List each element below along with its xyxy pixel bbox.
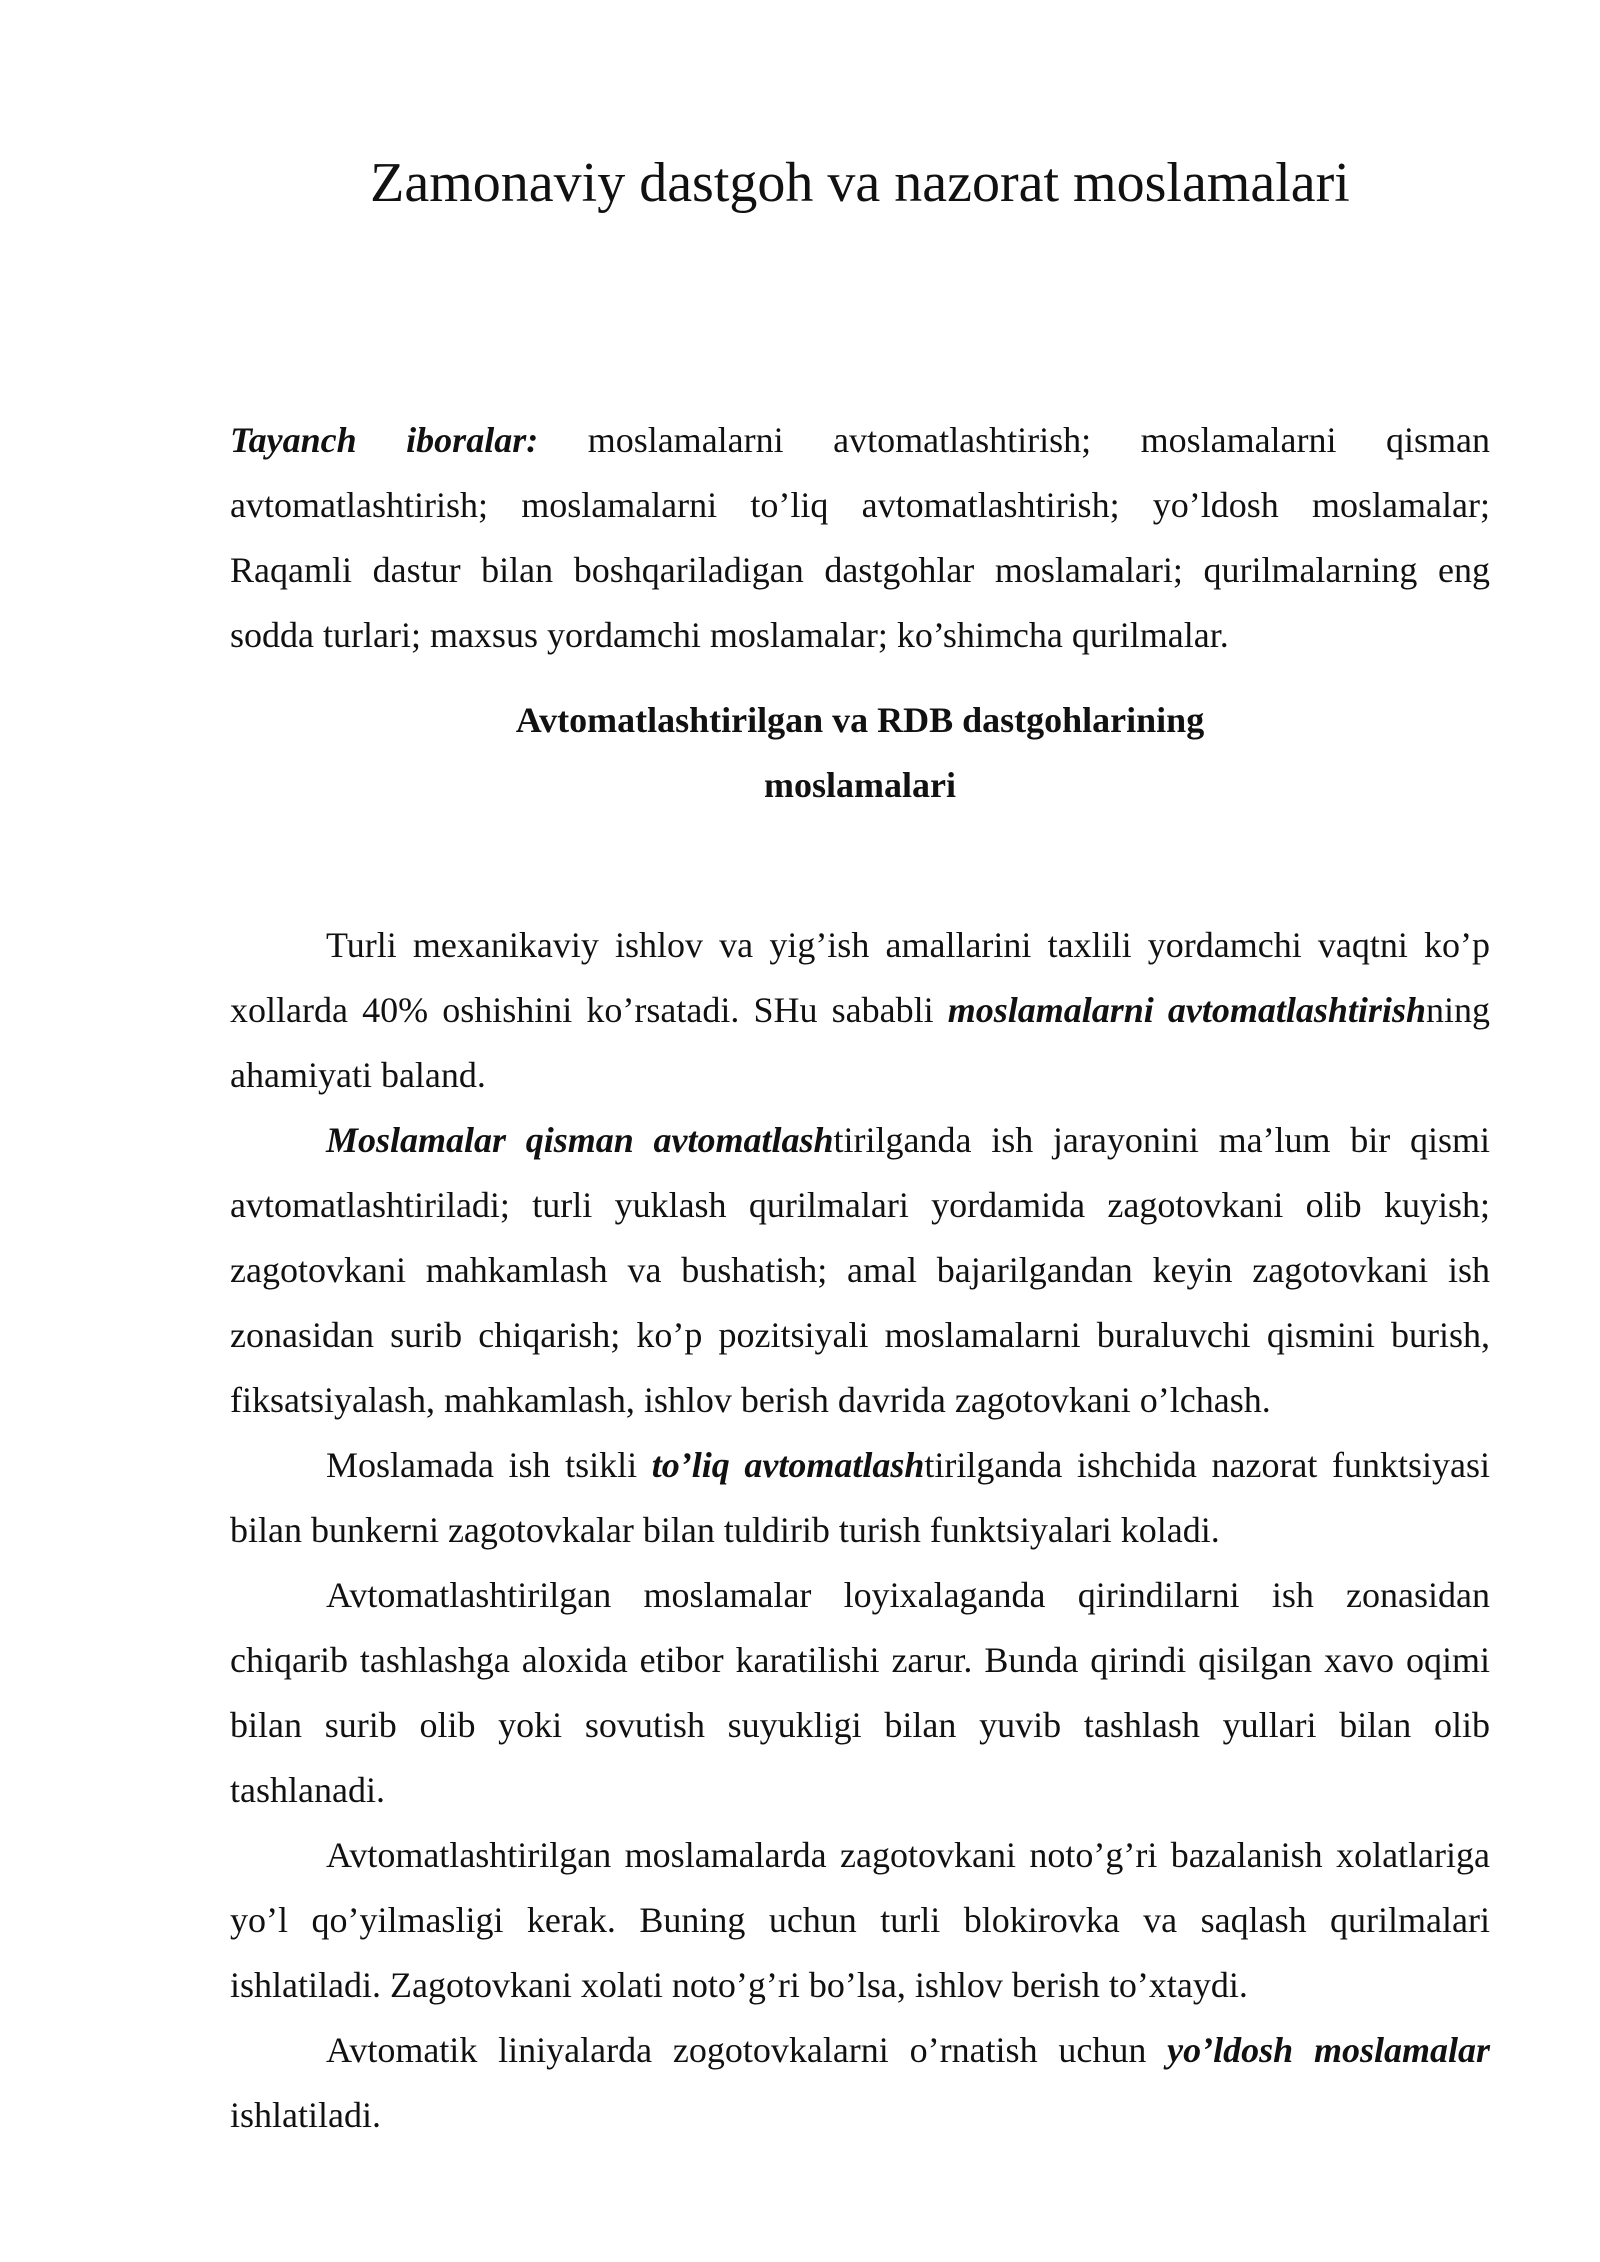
paragraph-3-tail: tirilganda ishchida nazorat funktsiyasi bilan bunkerni zagotovkalar bilan tuldirib turish funktsiyalari koladi. xyxy=(230,1445,1490,1550)
paragraph-5 xyxy=(230,1823,1490,2018)
paragraph-2 xyxy=(230,1108,1490,1433)
paragraph-4-text: Avtomatlashtirilgan moslamalar loyixalaganda qirindilarni ish zonasidan chiqarib tashlashga aloxida etibor karatilishi zarur. Bunda qirindi qisilgan xavo oqimi bilan surib olib yoki sovutish suyukligi bilan yuvib tashlash yullari bilan olib tashlanadi. xyxy=(230,1575,1490,1810)
paragraph-6 xyxy=(230,2018,1490,2148)
paragraph-3-emphasis: to’liq avtomatlash xyxy=(651,1445,925,1485)
paragraph-3-text: Moslamada ish tsikli xyxy=(326,1445,652,1485)
paragraph-2-text: tirilganda ish jarayonini ma’lum bir qismi avtomatlashtiriladi; turli yuklash qurilmalari yordamida zagotovkani olib kuyish; zagotovkani mahkamlash va bushatish; amal bajarilgandan keyin zagotovkani ish zonasidan surib chiqarish; ko’p pozitsiyali moslamalarni buraluvchi qismini burish, fiksatsiyalash, mahkamlash, ishlov berish davrida zagotovkani o’lchash. xyxy=(230,1120,1490,1420)
section-heading-line1: Avtomatlashtirilgan va RDB dastgohlarining xyxy=(515,700,1205,740)
paragraph-6-tail: ishlatiladi. xyxy=(230,2095,381,2135)
paragraph-1-tail: ning ahamiyati baland. xyxy=(230,990,1490,1095)
keywords-label: Tayanch iboralar: xyxy=(230,420,539,460)
paragraph-4 xyxy=(230,1563,1490,1823)
paragraph-3 xyxy=(230,1433,1490,1563)
section-heading-line2: moslamalari xyxy=(764,765,956,805)
section-heading xyxy=(230,688,1490,818)
paragraph-6-emphasis: yo’ldosh moslamalar xyxy=(1167,2030,1491,2070)
paragraph-1-emphasis: moslamalarni avtomatlashtirish xyxy=(947,990,1426,1030)
section-spacer xyxy=(230,818,1490,913)
paragraph-5-text: Avtomatlashtirilgan moslamalarda zagotovkani noto’g’ri bazalanish xolatlariga yo’l qo’yilmasligi kerak. Buning uchun turli blokirovka va saqlash qurilmalari ishlatiladi. Zagotovkani xolati noto’g’ri bo’lsa, ishlov berish to’xtaydi. xyxy=(230,1835,1490,2005)
paragraph-1-text: Turli mexanikaviy ishlov va yig’ish amallarini taxlili yordamchi vaqtni ko’p xollarda 40% oshishini ko’rsatadi. SHu sababli xyxy=(230,925,1490,1030)
paragraph-6-text: Avtomatik liniyalarda zogotovkalarni o’rnatish uchun xyxy=(326,2030,1168,2070)
paragraph-2-emphasis: Moslamalar qisman avtomatlash xyxy=(326,1120,834,1160)
document-body xyxy=(230,408,1490,2148)
page-title: Zamonaviy dastgoh va nazorat moslamalari xyxy=(370,152,1350,214)
keywords-text: moslamalarni avtomatlashtirish; moslamalarni qisman avtomatlashtirish; moslamalarni to’liq avtomatlashtirish; yo’ldosh moslamalar; Raqamli dastur bilan boshqariladigan dastgohlar moslamalari; qurilmalarning eng sodda turlari; maxsus yordamchi moslamalar; ko’shimcha qurilmalar. xyxy=(230,420,1491,655)
keywords-paragraph xyxy=(230,408,1490,668)
paragraph-1 xyxy=(230,913,1490,1108)
